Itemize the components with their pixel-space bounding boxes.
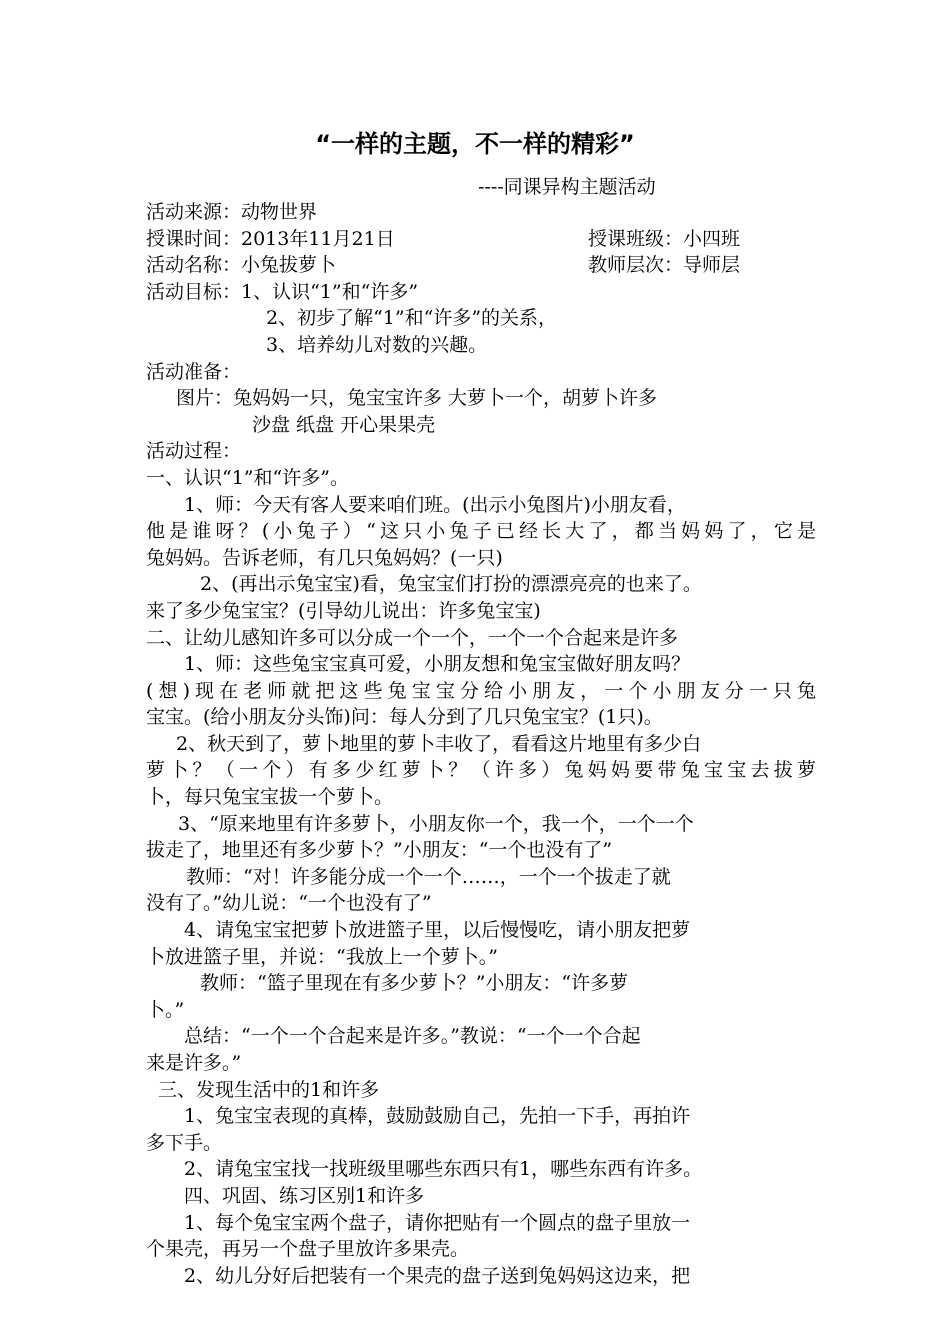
text-line: 宝宝。(给小朋友分头饰)问：每人分到了几只兔宝宝？(1只)。	[146, 706, 663, 729]
text-line: 多下手。	[146, 1131, 223, 1154]
text-line: 来了多少兔宝宝？(引导幼儿说出：许多兔宝宝)	[146, 599, 541, 622]
text-line: 总结：“一个一个合起来是许多。”教说：“一个一个合起	[184, 1025, 641, 1048]
process-heading: 活动过程：	[146, 440, 242, 463]
text-line: 萝卜？（一个）有多少红萝卜？（许多）兔妈妈要带兔宝宝去拔萝	[146, 759, 816, 782]
text-line: 1、每个兔宝宝两个盘子，请你把贴有一个圆点的盘子里放一	[184, 1211, 691, 1234]
text-line: 1、兔宝宝表现的真棒，鼓励鼓励自己，先拍一下手，再拍许	[184, 1105, 691, 1128]
section-heading: 二、让幼儿感知许多可以分成一个一个，一个一个合起来是许多	[146, 626, 679, 649]
text-line: 卜，每只兔宝宝拔一个萝卜。	[146, 786, 394, 809]
lesson-class: 授课班级：小四班	[588, 227, 741, 250]
section-heading: 四、巩固、练习区别1和许多	[184, 1184, 425, 1207]
section-heading: 三、发现生活中的1和许多	[158, 1078, 380, 1101]
text-line: (想)现在老师就把这些兔宝宝分给小朋友，一个小朋友分一只兔	[146, 679, 816, 702]
text-line: 没有了。”幼儿说：“一个也没有了”	[146, 892, 432, 915]
text-line: 2、幼儿分好后把装有一个果壳的盘子送到兔妈妈这边来，把	[184, 1264, 691, 1287]
activity-source: 活动来源：动物世界	[146, 201, 318, 223]
text-line: 2、秋天到了，萝卜地里的萝卜丰收了，看看这片地里有多少白	[176, 732, 702, 755]
teacher-level: 教师层次：导师层	[588, 254, 741, 277]
goal-line: 3、培养幼儿对数的兴趣。	[266, 333, 488, 356]
text-line: 2、(再出示兔宝宝)看，兔宝宝们打扮的漂漂亮亮的也来了。	[200, 573, 702, 596]
activity-name: 活动名称：小兔拔萝卜	[146, 254, 337, 277]
text-line: 3、“原来地里有许多萝卜，小朋友你一个，我一个，一个一个	[178, 812, 694, 835]
text-line: 1、师：这些兔宝宝真可爱，小朋友想和兔宝宝做好朋友吗？	[184, 653, 691, 676]
document-title: “一样的主题，不一样的精彩”	[315, 130, 635, 158]
goal-line: 2、初步了解“1”和“许多”的关系，	[266, 307, 558, 330]
prep-heading: 活动准备：	[146, 360, 242, 383]
text-line: 4、请兔宝宝把萝卜放进篮子里，以后慢慢吃，请小朋友把萝	[184, 919, 691, 942]
text-line: 教师：“篮子里现在有多少萝卜？”小朋友：“许多萝	[200, 972, 629, 995]
text-line: 卜。”	[146, 998, 185, 1021]
prep-line: 图片：兔妈妈一只，兔宝宝许多 大萝卜一个，胡萝卜许多	[176, 387, 658, 410]
text-line: 1、师：今天有客人要来咱们班。(出示小兔图片)小朋友看，	[184, 493, 686, 516]
text-line: 教师：“对！许多能分成一个一个……，一个一个拔走了就	[186, 865, 671, 888]
text-line: 个果壳，再另一个盘子里放许多果壳。	[146, 1238, 470, 1261]
lesson-time: 授课时间：2013年11月21日	[146, 227, 395, 250]
text-line: 兔妈妈。告诉老师，有几只兔妈妈？(一只)	[146, 546, 503, 569]
document-subtitle: ----同课异构主题活动	[478, 176, 656, 198]
text-line: 2、请兔宝宝找一找班级里哪些东西只有1，哪些东西有许多。	[184, 1158, 703, 1181]
text-line: 拔走了，地里还有多少萝卜？”小朋友：“一个也没有了”	[146, 839, 613, 862]
info-row-time	[146, 226, 816, 253]
text-line: 来是许多。”	[146, 1052, 242, 1074]
prep-line: 沙盘 纸盘 开心果果壳	[252, 413, 436, 436]
text-line: 卜放进篮子里，并说：“我放上一个萝卜。”	[146, 945, 498, 968]
goal-line: 活动目标：1、认识“1”和“许多”	[146, 280, 419, 303]
info-row-name	[146, 252, 816, 279]
section-heading: 一、认识“1”和“许多”。	[146, 466, 349, 489]
text-line: 他是谁呀？(小兔子）“这只小兔子已经长大了，都当妈妈了，它是	[146, 520, 816, 543]
document-body	[146, 199, 816, 1289]
